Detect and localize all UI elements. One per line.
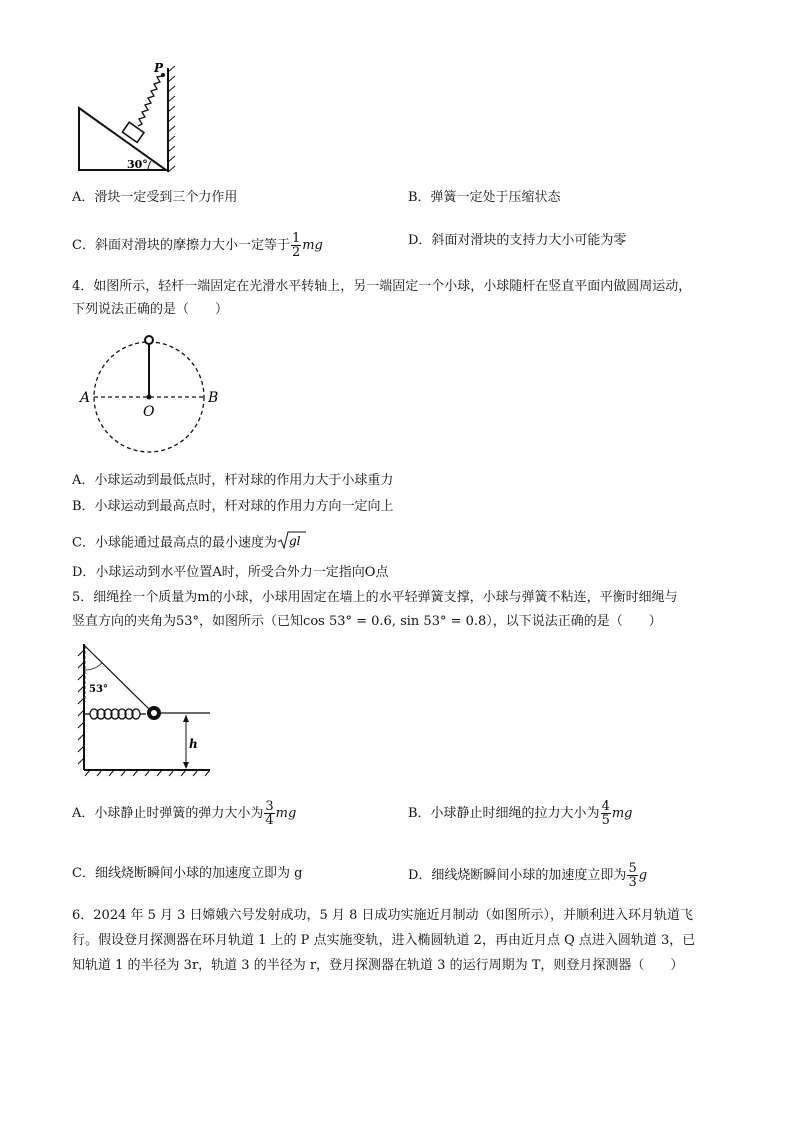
rope — [85, 646, 152, 712]
angle-30-label: 30° — [127, 158, 148, 171]
spring — [138, 76, 162, 126]
q5-stem-line2: 竖直方向的夹角为53°，如图所示（已知cos 53° = 0.6, sin 53° = 0.8），以下说法正确的是（ ） — [72, 614, 662, 629]
q4-stem-line2: 下列说法正确的是（ ） — [72, 302, 229, 317]
q6-line1: 6．2024 年 5 月 3 日嫦娥六号发射成功，5 月 8 日成功实施近月制动（如图所示），并顺利进入环月轨道飞 — [72, 908, 693, 923]
q3-option-d: D．斜面对滑块的支持力大小可能为零 — [408, 233, 627, 248]
label-a: A — [80, 390, 91, 406]
q5-option-a-text: A．小球静止时弹簧的弹力大小为 — [72, 806, 264, 821]
label-b: B — [208, 390, 219, 406]
sqrt-gl-text: gl — [288, 534, 301, 548]
q5-option-b-fraction: $\frac{4}{5}$ — [601, 799, 610, 828]
q5-option-d — [408, 862, 647, 889]
q3-option-c-text: C．斜面对滑块的摩擦力大小一定等于 — [72, 238, 290, 253]
q5-stem-line1: 5．细绳拴一个质量为m的小球，小球用固定在墙上的水平轻弹簧支撑，小球与弹簧不粘连，平衡时细绳与 — [72, 590, 678, 605]
q5-option-c: C．细线烧断瞬间小球的加速度立即为 g — [72, 866, 303, 881]
q5-option-a-unit: mg — [275, 806, 297, 821]
q3-option-c-unit: mg — [302, 238, 323, 253]
q5-option-b — [408, 800, 633, 827]
q4-option-d: D．小球运动到水平位置A时，所受合外力一定指向O点 — [72, 565, 389, 580]
q3-option-a: A．滑块一定受到三个力作用 — [72, 190, 238, 205]
figure-q3-incline — [76, 62, 186, 177]
q5-option-b-unit: mg — [611, 806, 633, 821]
q4-option-b: B．小球运动到最高点时，杆对球的作用力方向一定向上 — [72, 499, 394, 514]
label-o: O — [143, 404, 155, 420]
q4-stem-line1: 4．如图所示，轻杆一端固定在光滑水平转轴上，另一端固定一个小球，小球随杆在竖直平面内做圆周运动， — [72, 279, 692, 294]
point-p-label: P — [154, 62, 164, 75]
q6-line3: 知轨道 1 的半径为 3r，轨道 3 的半径为 r，登月探测器在轨道 3 的运行周期为 T，则登月探测器（ ） — [72, 958, 684, 973]
q4-option-c-text: C．小球能通过最高点的最小速度为 — [72, 535, 277, 551]
q5-option-d-text: D．细线烧断瞬间小球的加速度立即为 — [408, 868, 627, 883]
q5-option-a-fraction: $\frac{3}{4}$ — [265, 799, 274, 828]
horizontal-spring — [85, 709, 146, 719]
q3-option-c-fraction: $\frac{1}{2}$ — [291, 231, 301, 260]
sqrt-gl — [277, 530, 307, 556]
q6-line2: 行。假设登月探测器在环月轨道 1 上的 P 点实施变轨，进入椭圆轨道 2，再由近月点 Q 点进入圆轨道 3，已 — [72, 933, 696, 948]
q5-option-d-fraction: $\frac{5}{3}$ — [628, 861, 637, 890]
q5-option-a — [72, 800, 296, 827]
q4-option-c — [72, 530, 307, 556]
q3-option-b: B．弹簧一定处于压缩状态 — [408, 190, 561, 205]
q5-option-b-text: B．小球静止时细绳的拉力大小为 — [408, 806, 600, 821]
figure-q4-circle — [74, 330, 224, 465]
q3-option-c — [72, 232, 323, 259]
angle-53-label: 53° — [89, 684, 108, 695]
figure-q5-spring-ball — [74, 642, 214, 777]
height-h-label: h — [189, 737, 198, 751]
q5-option-d-unit: g — [638, 868, 648, 883]
q4-option-a: A．小球运动到最低点时，杆对球的作用力大于小球重力 — [72, 473, 394, 488]
